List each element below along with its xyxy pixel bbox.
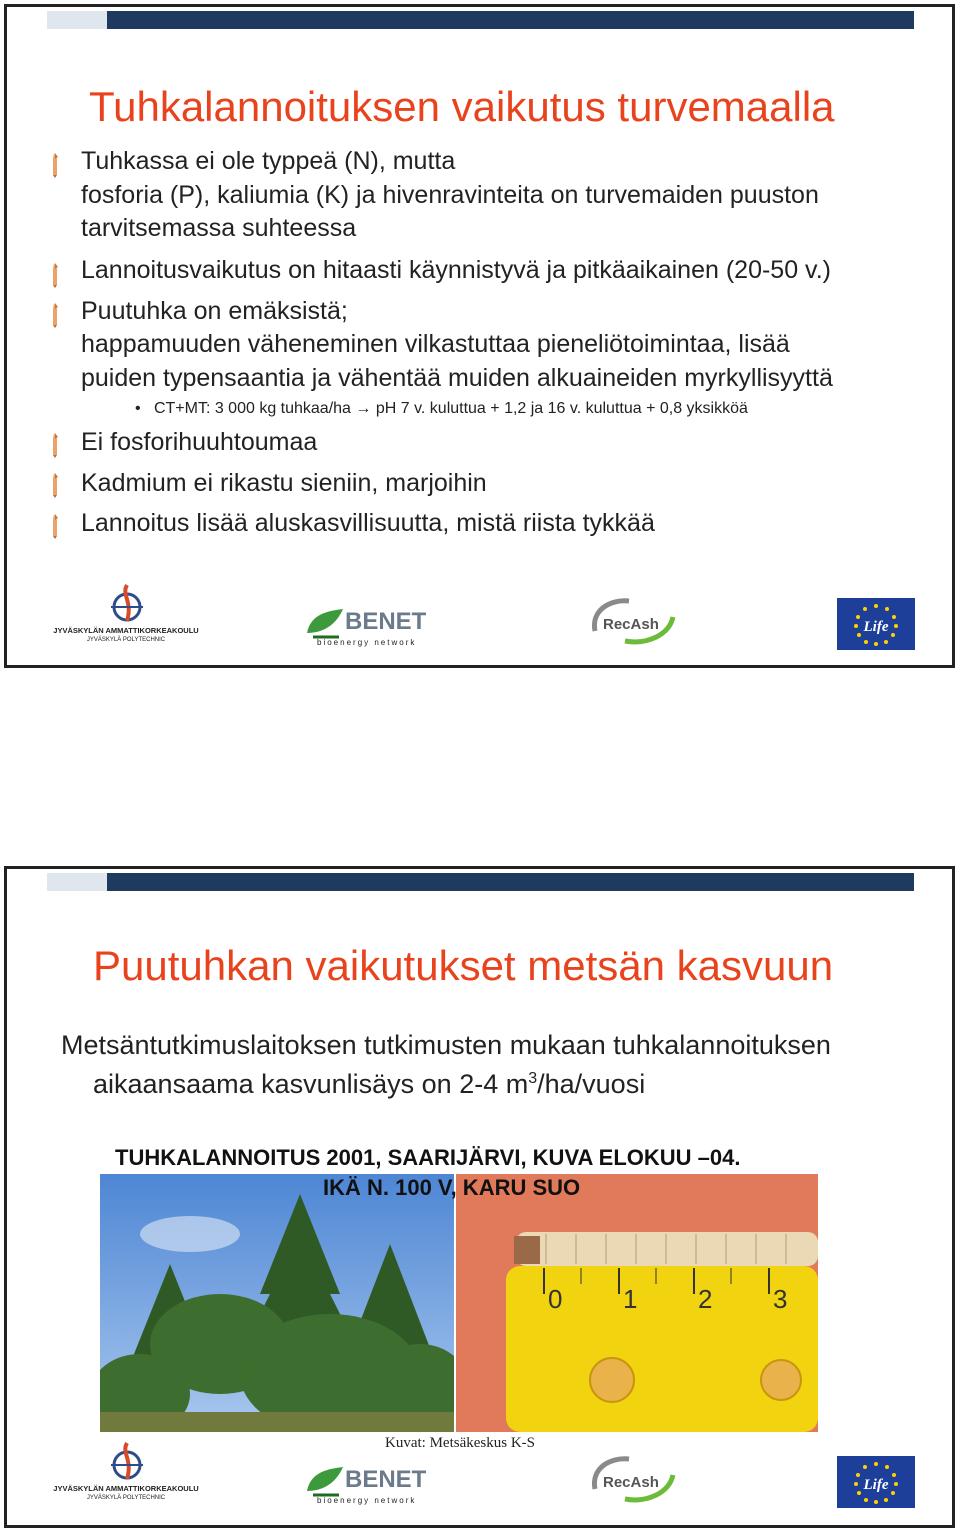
bullet-text: Kadmium ei rikastu sieniin, marjoihin [81,469,487,497]
svg-text:bioenergy network: bioenergy network [317,1496,417,1505]
benet-logo [303,1461,435,1505]
pencil-bullet-icon [45,301,65,329]
pencil-bullet-icon [45,512,65,540]
pencil-bullet-icon [45,471,65,499]
bullet-text: tarvitsemassa suhteessa [81,214,357,242]
svg-text:BENET: BENET [345,608,427,635]
bullet-text: Puutuhka on emäksistä; [81,297,348,325]
bullet-text: Ei fosforihuuhtoumaa [81,428,318,456]
recash-logo [585,595,681,647]
bullet-text: Tuhkassa ei ole typpeä (N), mutta [81,147,456,175]
ruler-tick-label: 1 [623,1284,638,1314]
svg-text:RecAsh: RecAsh [603,1474,659,1491]
sub-bullet: • CT+MT: 3 000 kg tuhkaa/ha → pH 7 v. kuluttua + 1,2 ja 16 v. kuluttua + 0,8 yksikköä [135,400,748,417]
svg-text:JYVÄSKYLÄ POLYTECHNIC: JYVÄSKYLÄ POLYTECHNIC [86,637,166,643]
svg-text:bioenergy network: bioenergy network [317,638,417,647]
svg-text:JYVÄSKYLÄN AMMATTIKORKEAKOULU: JYVÄSKYLÄN AMMATTIKORKEAKOULU [53,1484,199,1493]
eu-life-logo [837,598,915,650]
tree-core-photo [456,1174,818,1432]
logo-row [7,581,952,651]
slide-2 [4,866,955,1528]
sub-bullet-dot: • [135,400,154,417]
paragraph-line: aikaansaama kasvunlisäys on 2-4 $m^3/ha$/vuosi [93,1069,646,1099]
pencil-bullet-icon [45,151,65,179]
jamk-logo [51,581,201,643]
ruler-tick-label: 3 [773,1284,788,1314]
svg-text:JYVÄSKYLÄN AMMATTIKORKEAKOULU: JYVÄSKYLÄN AMMATTIKORKEAKOULU [53,626,199,635]
svg-text:Life: Life [863,1477,889,1493]
slide-header-bar [47,11,914,29]
pine-forest-photo [100,1174,454,1432]
bullet-text: Lannoitus lisää aluskasvillisuutta, mistä riista tykkää [81,509,655,537]
slide-2-title: Puutuhkan vaikutukset metsän kasvuun [93,942,834,989]
pencil-bullet-icon [45,431,65,459]
logo-row [7,1439,952,1509]
svg-text:JYVÄSKYLÄ POLYTECHNIC: JYVÄSKYLÄ POLYTECHNIC [86,1495,166,1501]
slide-1 [4,4,955,668]
photo-caption: IKÄ N. 100 V, KARU SUO [323,1175,581,1200]
ruler-tick-label: 2 [698,1284,713,1314]
bullet-text: happamuuden väheneminen vilkastuttaa pieneliötoimintaa, lisää [81,330,790,358]
svg-text:BENET: BENET [345,1466,427,1493]
svg-text:RecAsh: RecAsh [603,616,659,633]
ruler-tick-label: 0 [548,1284,563,1314]
paragraph-line: Metsäntutkimuslaitoksen tutkimusten mukaan tuhkalannoituksen [61,1030,831,1060]
slide-header-bar [47,873,914,891]
eu-life-logo [837,1456,915,1508]
pencil-bullet-icon [45,261,65,289]
photo-caption: TUHKALANNOITUS 2001, SAARIJÄRVI, KUVA ELOKUU –04. [115,1145,741,1170]
bullet-text: Lannoitusvaikutus on hitaasti käynnistyvä ja pitkäaikainen (20-50 v.) [81,256,831,284]
bullet-text: puiden typensaantia ja vähentää muiden alkuaineiden myrkyllisyyttä [81,364,833,392]
photo-credit: Kuvat: Metsäkeskus K-S [385,1435,535,1451]
arrow-right-icon: → [355,400,372,417]
svg-text:Life: Life [863,619,889,635]
bullet-text: fosforia (P), kaliumia (K) ja hivenravinteita on turvemaiden puuston [81,181,819,209]
slide-1-title: Tuhkalannoituksen vaikutus turvemaalla [89,83,835,130]
jamk-logo [51,1439,201,1501]
benet-logo [303,603,435,647]
recash-logo [585,1453,681,1505]
